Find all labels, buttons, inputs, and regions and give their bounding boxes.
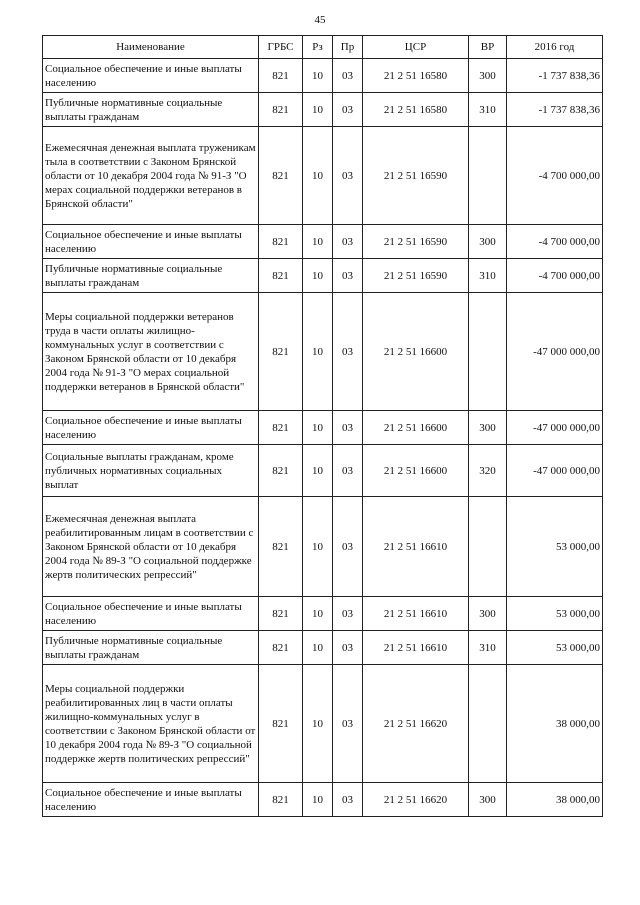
table-row [43, 665, 603, 783]
row-rz: 10 [303, 597, 333, 631]
row-pr: 03 [333, 597, 363, 631]
row-csr: 21 2 51 16590 [363, 259, 469, 293]
row-grbs: 821 [259, 59, 303, 93]
row-name: Социальное обеспечение и иные выплаты населению [43, 225, 259, 259]
row-pr: 03 [333, 93, 363, 127]
row-grbs: 821 [259, 411, 303, 445]
row-rz: 10 [303, 445, 333, 497]
header-vr: ВР [469, 36, 507, 59]
row-csr: 21 2 51 16610 [363, 631, 469, 665]
row-rz: 10 [303, 665, 333, 783]
table-row [43, 445, 603, 497]
row-name: Социальные выплаты гражданам, кроме публичных нормативных социальных выплат [43, 445, 259, 497]
row-pr: 03 [333, 411, 363, 445]
table-row [43, 93, 603, 127]
row-name: Социальное обеспечение и иные выплаты населению [43, 411, 259, 445]
row-amount: -4 700 000,00 [507, 259, 603, 293]
row-amount: 53 000,00 [507, 497, 603, 597]
table-row [43, 597, 603, 631]
row-amount: 38 000,00 [507, 665, 603, 783]
row-csr: 21 2 51 16600 [363, 445, 469, 497]
row-grbs: 821 [259, 93, 303, 127]
row-rz: 10 [303, 127, 333, 225]
table-row [43, 497, 603, 597]
row-grbs: 821 [259, 259, 303, 293]
row-name: Меры социальной поддержки ветеранов труда в части оплаты жилищно-коммунальных услуг в соответствии с Законом Брянской области от 10 декабря 2004 года № 91-З "О мерах социальной поддержки ветеранов в Брянской области" [43, 293, 259, 411]
row-pr: 03 [333, 665, 363, 783]
row-pr: 03 [333, 59, 363, 93]
row-amount: -4 700 000,00 [507, 127, 603, 225]
row-vr: 300 [469, 411, 507, 445]
row-amount: -47 000 000,00 [507, 411, 603, 445]
row-rz: 10 [303, 783, 333, 817]
row-name: Меры социальной поддержки реабилитированных лиц в части оплаты жилищно-коммунальных услуг в соответствии с Законом Брянской области от 10 декабря 2004 года № 89-З "О социальной поддержке жертв политических репрессий" [43, 665, 259, 783]
row-csr: 21 2 51 16600 [363, 411, 469, 445]
row-vr [469, 665, 507, 783]
row-csr: 21 2 51 16610 [363, 597, 469, 631]
row-grbs: 821 [259, 293, 303, 411]
row-name: Социальное обеспечение и иные выплаты населению [43, 597, 259, 631]
row-rz: 10 [303, 293, 333, 411]
row-rz: 10 [303, 497, 333, 597]
row-grbs: 821 [259, 631, 303, 665]
row-rz: 10 [303, 59, 333, 93]
table-row [43, 411, 603, 445]
row-rz: 10 [303, 411, 333, 445]
row-name: Публичные нормативные социальные выплаты гражданам [43, 93, 259, 127]
row-pr: 03 [333, 293, 363, 411]
table-header-row [43, 36, 603, 59]
row-pr: 03 [333, 783, 363, 817]
row-vr: 310 [469, 259, 507, 293]
row-csr: 21 2 51 16580 [363, 59, 469, 93]
row-pr: 03 [333, 259, 363, 293]
row-vr: 310 [469, 631, 507, 665]
row-amount: -1 737 838,36 [507, 59, 603, 93]
row-amount: -47 000 000,00 [507, 445, 603, 497]
row-amount: -1 737 838,36 [507, 93, 603, 127]
row-name: Социальное обеспечение и иные выплаты населению [43, 59, 259, 93]
row-grbs: 821 [259, 783, 303, 817]
row-name: Публичные нормативные социальные выплаты гражданам [43, 259, 259, 293]
row-vr: 300 [469, 59, 507, 93]
header-pr: Пр [333, 36, 363, 59]
row-csr: 21 2 51 16590 [363, 127, 469, 225]
row-amount: 53 000,00 [507, 631, 603, 665]
table-row [43, 259, 603, 293]
row-grbs: 821 [259, 445, 303, 497]
row-grbs: 821 [259, 225, 303, 259]
table-row [43, 293, 603, 411]
header-year: 2016 год [507, 36, 603, 59]
row-csr: 21 2 51 16600 [363, 293, 469, 411]
row-amount: 38 000,00 [507, 783, 603, 817]
header-grbs: ГРБС [259, 36, 303, 59]
table-row [43, 783, 603, 817]
row-amount: 53 000,00 [507, 597, 603, 631]
table-row [43, 127, 603, 225]
row-vr [469, 293, 507, 411]
row-vr: 300 [469, 597, 507, 631]
table-row [43, 631, 603, 665]
row-vr: 320 [469, 445, 507, 497]
row-vr: 310 [469, 93, 507, 127]
row-grbs: 821 [259, 597, 303, 631]
row-rz: 10 [303, 93, 333, 127]
row-vr: 300 [469, 225, 507, 259]
header-name: Наименование [43, 36, 259, 59]
budget-table [42, 35, 603, 817]
row-name: Социальное обеспечение и иные выплаты населению [43, 783, 259, 817]
row-pr: 03 [333, 127, 363, 225]
table-row [43, 59, 603, 93]
row-pr: 03 [333, 225, 363, 259]
row-amount: -47 000 000,00 [507, 293, 603, 411]
row-amount: -4 700 000,00 [507, 225, 603, 259]
row-rz: 10 [303, 225, 333, 259]
row-grbs: 821 [259, 127, 303, 225]
row-grbs: 821 [259, 665, 303, 783]
row-csr: 21 2 51 16620 [363, 665, 469, 783]
row-pr: 03 [333, 497, 363, 597]
row-vr: 300 [469, 783, 507, 817]
row-rz: 10 [303, 259, 333, 293]
row-grbs: 821 [259, 497, 303, 597]
row-rz: 10 [303, 631, 333, 665]
row-name: Ежемесячная денежная выплата реабилитированным лицам в соответствии с Законом Брянской области от 10 декабря 2004 года № 89-З "О социальной поддержке жертв политических репрессий" [43, 497, 259, 597]
row-vr [469, 127, 507, 225]
row-csr: 21 2 51 16580 [363, 93, 469, 127]
header-csr: ЦСР [363, 36, 469, 59]
header-rz: Рз [303, 36, 333, 59]
table-row [43, 225, 603, 259]
row-vr [469, 497, 507, 597]
row-name: Ежемесячная денежная выплата труженикам тыла в соответствии с Законом Брянской области от 10 декабря 2004 года № 91-З "О мерах социальной поддержки ветеранов в Брянской области" [43, 127, 259, 225]
row-csr: 21 2 51 16610 [363, 497, 469, 597]
row-csr: 21 2 51 16590 [363, 225, 469, 259]
row-name: Публичные нормативные социальные выплаты гражданам [43, 631, 259, 665]
row-pr: 03 [333, 631, 363, 665]
page-number: 45 [314, 14, 326, 26]
row-csr: 21 2 51 16620 [363, 783, 469, 817]
row-pr: 03 [333, 445, 363, 497]
